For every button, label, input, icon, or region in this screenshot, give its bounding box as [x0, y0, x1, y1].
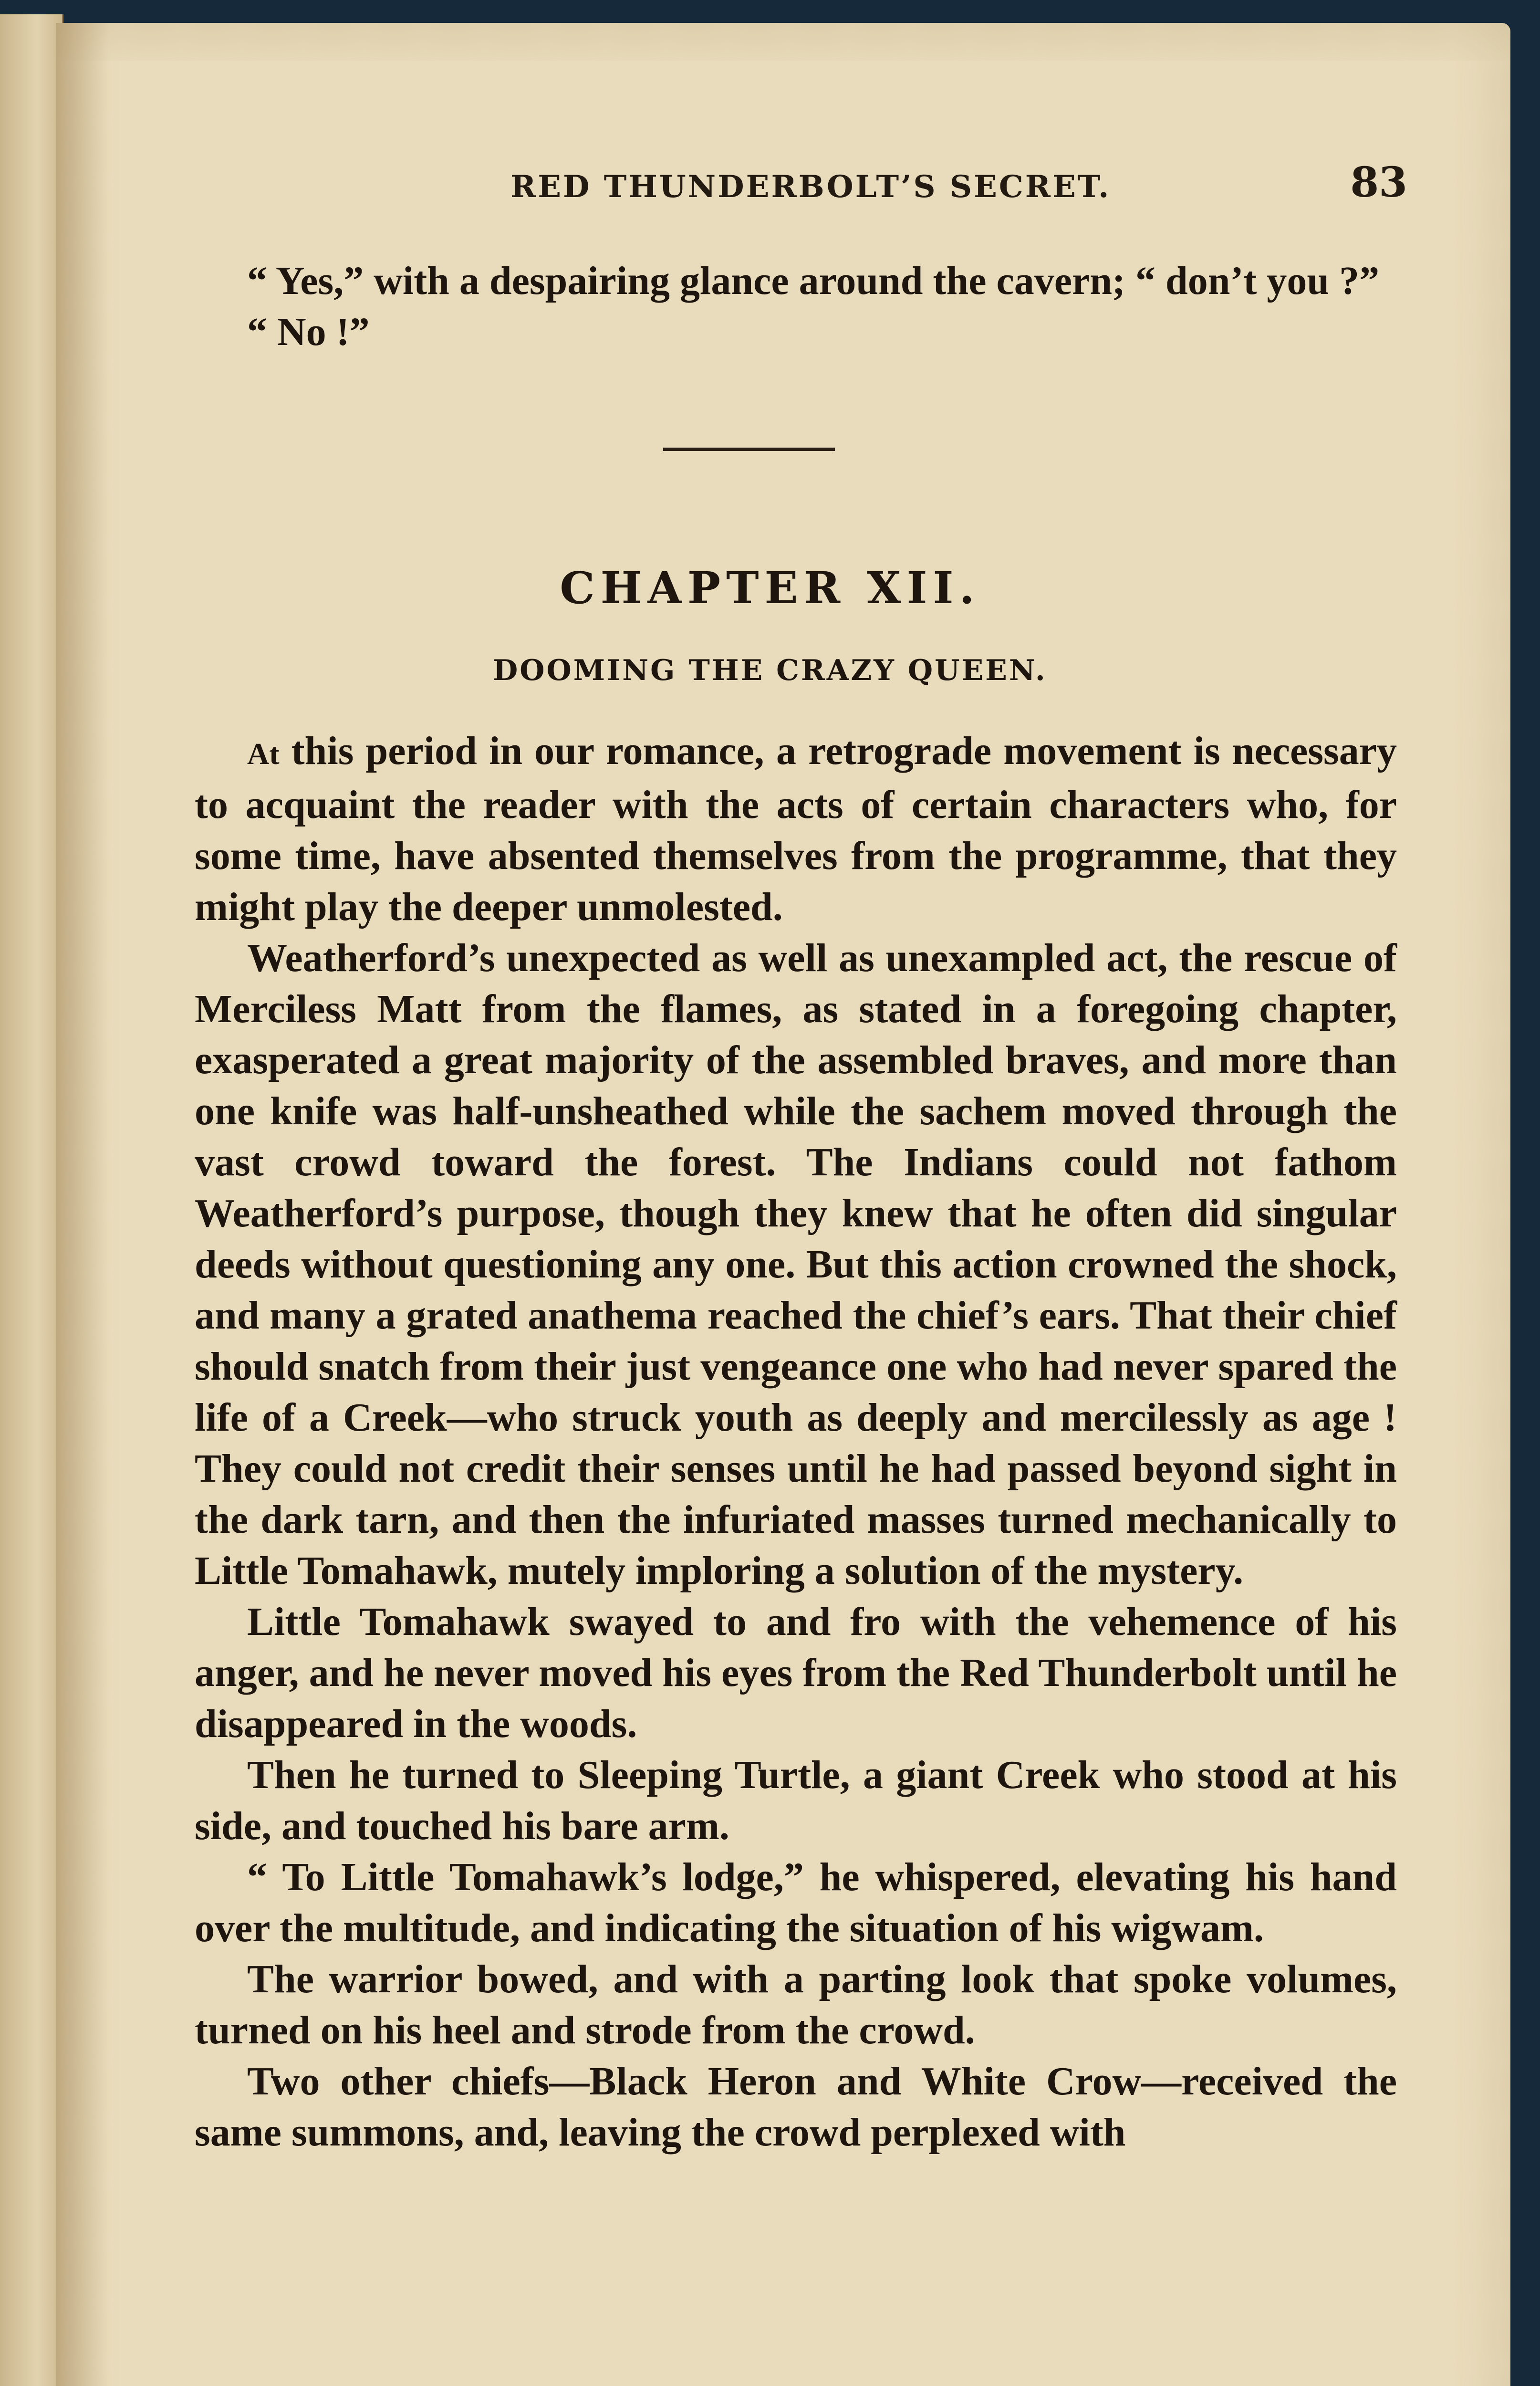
- chapter-body: [195, 725, 1397, 2158]
- dropcap: At: [247, 737, 280, 771]
- paragraph: Two other chiefs—Black Heron and White Crow—received the same summons, and, leaving the crowd perplexed with: [195, 2059, 1397, 2155]
- dialogue-line: “ Yes,” with a despairing glance around the cavern; “ don’t you ?”: [247, 259, 1380, 303]
- paragraph: The warrior bowed, and with a parting look that spoke volumes, turned on his heel and strode from the crowd.: [195, 1957, 1397, 2052]
- facing-page-edge: [0, 14, 63, 2386]
- running-header: [477, 158, 1407, 216]
- page-number: 83: [1350, 158, 1407, 207]
- chapter-title: DOOMING THE CRAZY QUEEN.: [493, 654, 1047, 687]
- running-title: RED THUNDERBOLT’S SECRET.: [510, 169, 1111, 205]
- paragraph: Little Tomahawk swayed to and fro with the vehemence of his anger, and he never moved his eyes from the Red Thunderbolt until he disappeared in the woods.: [195, 1600, 1397, 1746]
- spine-shadow: [56, 23, 109, 2386]
- paragraph: Weatherford’s unexpected as well as unexampled act, the rescue of Merciless Matt from the flames, as stated in a foregoing chapter, exasperated a great majority of the assembled braves, and more than one knife was half-unsheathed while the sachem moved through the vast crowd toward the forest. The Indians could not fathom Weatherford’s purpose, though they knew that he often did singular deeds without questioning any one. But this action crowned the shock, and many a grated anathema reached the chief’s ears. That their chief should snatch from their just vengeance one who had never spared the life of a Creek—who struck youth as deeply and mercilessly as age ! They could not credit their senses until he had passed beyond sight in the dark tarn, and then the infuriated masses turned mechanically to Little Tomahawk, mutely imploring a solution of the mystery.: [195, 936, 1397, 1593]
- chapter-heading: CHAPTER XII.: [560, 562, 980, 614]
- section-rule: [663, 448, 835, 451]
- opening-dialogue: [195, 255, 1397, 357]
- paragraph: Then he turned to Sleeping Turtle, a giant Creek who stood at his side, and touched his bare arm.: [195, 1753, 1397, 1848]
- paragraph: “ To Little Tomahawk’s lodge,” he whispered, elevating his hand over the multitude, and indicating the situation of his wigwam.: [195, 1855, 1397, 1950]
- paragraph: [195, 725, 1397, 932]
- dialogue-line: “ No !”: [247, 310, 370, 354]
- paragraph-text: this period in our romance, a retrograde movement is necessary to acquaint the reader with the acts of certain characters who, for some time, have absented themselves from the programme, that they might play the deeper unmolested.: [195, 729, 1397, 929]
